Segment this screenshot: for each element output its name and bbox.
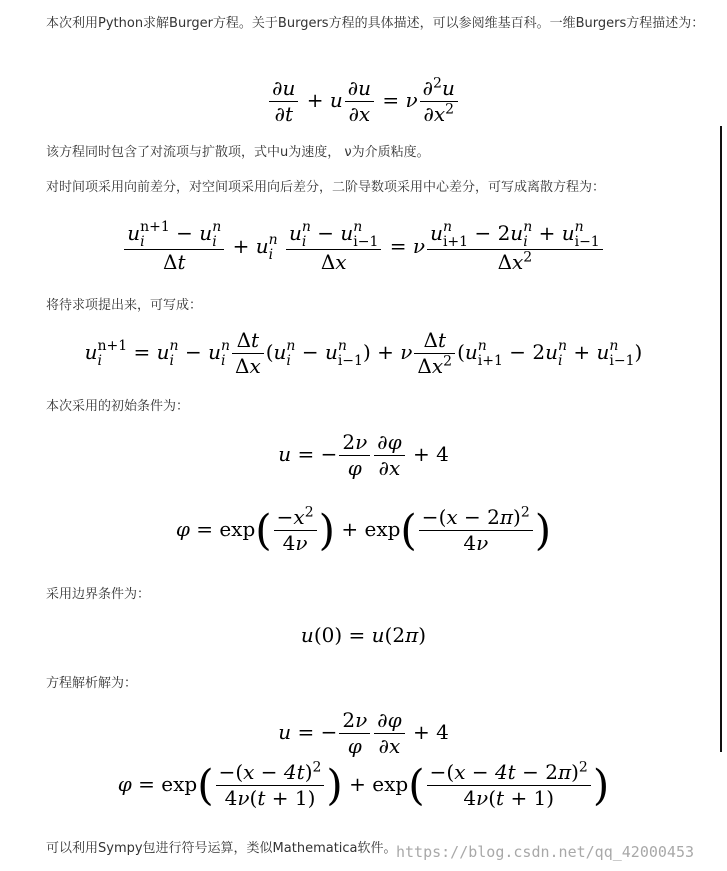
analytic-solution-description: 方程解析解为：: [46, 676, 138, 691]
watermark: https://blog.csdn.net/qq_42000453: [396, 843, 695, 861]
rearrange-description: 将待求项提出来，可写成：: [46, 298, 203, 313]
discrete-equation: u n+1 i − u n i Δt + u n i u n i − u n i−1 Δx = ν u n i+1 − 2u n i + u n i−1 $\Delta x^2$: [0, 220, 727, 275]
analytic-phi-equation: φ = exp( $\frac{-(x - 4t)^2}{4\nu(t + 1)}$ ) + exp( $\frac{-(x - 4t - 2\pi)^2}{4\nu(t + 1)}$ ): [117, 759, 610, 810]
equation-description: 该方程同时包含了对流项与扩散项，式中u为速度， ν为介质粘度。: [46, 145, 430, 160]
initial-condition-description: 本次采用的初始条件为：: [46, 399, 190, 414]
discretization-description: 对时间项采用向前差分，对空间项采用向后差分，二阶导数项采用中心差分，可写成离散方程为：: [46, 180, 606, 195]
initial-u-equation: u = − $\frac{2\nu}{\varphi}$ $\frac{\partial\varphi}{\partial x}$ + 4: [278, 430, 449, 480]
boundary-condition-description: 采用边界条件为：: [46, 587, 151, 602]
sympy-description: 可以利用Sympy包进行符号运算，类似Mathematica软件。: [46, 841, 397, 856]
boundary-equation: u(0) = u(2π): [300, 623, 427, 647]
analytic-u-equation: u = − $\frac{2\nu}{\varphi}$ $\frac{\partial\varphi}{\partial x}$ + 4: [278, 708, 449, 758]
burgers-equation: $\frac{\partial u}{\partial t}$ + u $\frac{\partial u}{\partial x}$ = ν $\frac{\partial^2u}{\partial x^2}$: [0, 76, 727, 127]
intro-paragraph: 本次利用Python求解Burger方程。关于Burgers方程的具体描述，可以参阅维基百科。一维Burgers方程描述为：: [46, 16, 705, 31]
initial-phi-equation: φ = exp( $\frac{-x^2}{4\nu}$ ) + exp( $\frac{-(x - 2\pi)^2}{4\nu}$ ): [175, 504, 552, 555]
update-equation: u n+1 i = u n i − u n i $\frac{\Delta t}{\Delta x}$ (u n i − u n i−1 ) + ν $\frac{\Delta t}{\Delta x^2}$ (u n i+1 − 2u n i + u n i−1 ): [84, 328, 643, 378]
scrollbar-edge[interactable]: [720, 126, 722, 752]
